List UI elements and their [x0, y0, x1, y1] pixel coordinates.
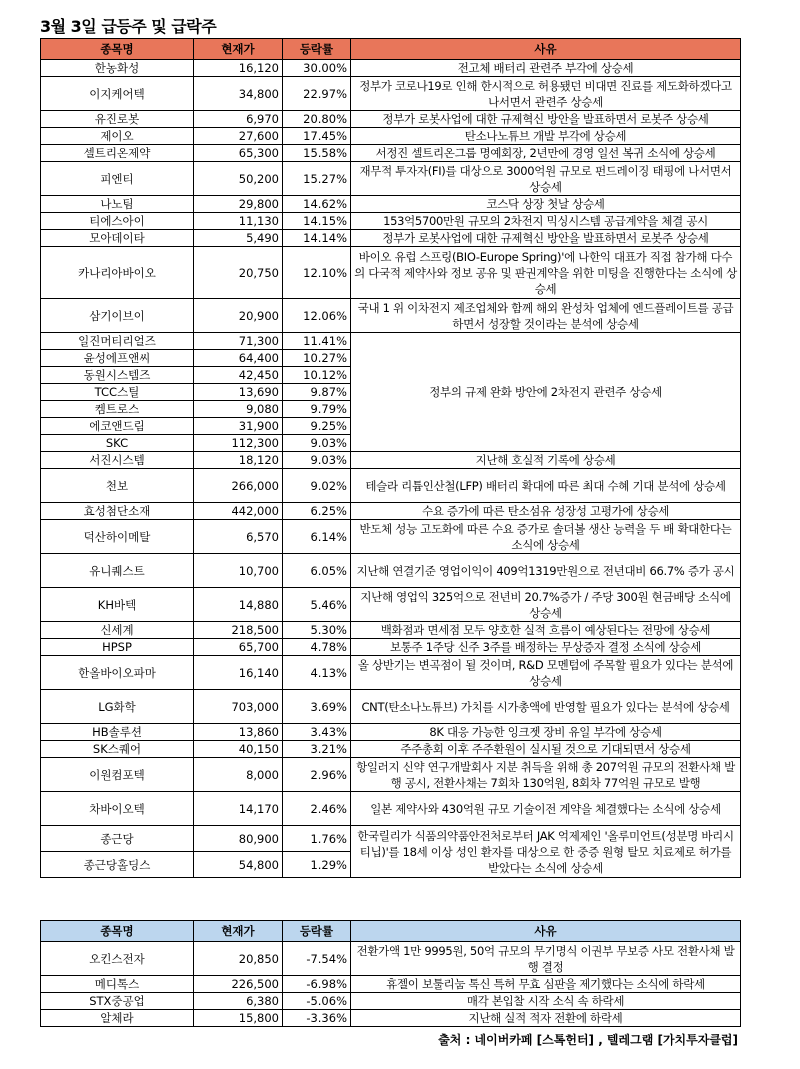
reason-text: 서정진 셀트리온그룹 명예회장, 2년만에 경영 일선 복귀 소식에 상승세	[351, 145, 741, 162]
table-row	[41, 792, 741, 826]
change-rate: 20.80%	[283, 111, 351, 128]
stock-price: 15,800	[194, 1010, 283, 1027]
stock-name: 이원컴포텍	[41, 758, 194, 792]
stock-name: 차바이오텍	[41, 792, 194, 826]
reason-text: 매각 본입찰 시작 소식 속 하락세	[351, 993, 741, 1010]
reason-text: 반도체 성능 고도화에 따른 수요 증가로 솔더볼 생산 능력을 두 배 확대한다는 소식에 상승세	[351, 520, 741, 554]
change-rate: 6.25%	[283, 503, 351, 520]
table-row	[41, 469, 741, 503]
reason-text: 바이오 유럽 스프링(BIO-Europe Spring)'에 나한익 대표가 직접 참가해 다수의 다국적 제약사와 정보 공유 및 판권계약을 위한 미팅을 진행한다는 소식에 상승세	[351, 247, 741, 299]
stock-price: 20,750	[194, 247, 283, 299]
stock-name: 윤성에프앤씨	[41, 350, 194, 367]
reason-text: 지난해 영업익 325억으로 전년비 20.7%증가 / 주당 300원 현금배당 소식에 상승세	[351, 588, 741, 622]
header-name: 종목명	[41, 39, 194, 60]
change-rate: 5.46%	[283, 588, 351, 622]
table-row	[41, 213, 741, 230]
header-reason: 사유	[351, 921, 741, 942]
change-rate: 9.79%	[283, 401, 351, 418]
table-row	[41, 145, 741, 162]
rise-header-row	[41, 39, 741, 60]
stock-price: 31,900	[194, 418, 283, 435]
change-rate: 5.30%	[283, 622, 351, 639]
change-rate: -3.36%	[283, 1010, 351, 1027]
table-row	[41, 724, 741, 741]
stock-price: 42,450	[194, 367, 283, 384]
stock-price: 20,850	[194, 942, 283, 976]
change-rate: 10.12%	[283, 367, 351, 384]
header-rate: 등락률	[283, 39, 351, 60]
table-row	[41, 622, 741, 639]
stock-name: 한농화성	[41, 60, 194, 77]
reason-text: 정부가 코로나19로 인해 한시적으로 허용됐던 비대면 진료를 제도화하겠다고 나서면서 관련주 상승세	[351, 77, 741, 111]
stock-price: 34,800	[194, 77, 283, 111]
stock-name: 서진시스템	[41, 452, 194, 469]
stock-name: HB솔루션	[41, 724, 194, 741]
table-row	[41, 758, 741, 792]
stock-price: 13,690	[194, 384, 283, 401]
stock-price: 14,880	[194, 588, 283, 622]
stock-name: SKC	[41, 435, 194, 452]
table-row	[41, 1010, 741, 1027]
table-row	[41, 111, 741, 128]
change-rate: 10.27%	[283, 350, 351, 367]
table-row	[41, 656, 741, 690]
stock-price: 27,600	[194, 128, 283, 145]
change-rate: 17.45%	[283, 128, 351, 145]
change-rate: 3.43%	[283, 724, 351, 741]
stock-price: 40,150	[194, 741, 283, 758]
header-price: 현재가	[194, 921, 283, 942]
reason-text: 보통주 1주당 신주 3주를 배정하는 무상증자 결정 소식에 상승세	[351, 639, 741, 656]
stock-name: SK스퀘어	[41, 741, 194, 758]
change-rate: 4.78%	[283, 639, 351, 656]
table-row	[41, 452, 741, 469]
reason-text: 휴젤이 보툴리눔 톡신 특허 무효 심판을 제기했다는 소식에 하락세	[351, 976, 741, 993]
table-row	[41, 60, 741, 77]
stock-name: 유진로봇	[41, 111, 194, 128]
change-rate: 2.46%	[283, 792, 351, 826]
stock-name: 동원시스템즈	[41, 367, 194, 384]
stock-name: 메디톡스	[41, 976, 194, 993]
stock-name: 유니퀘스트	[41, 554, 194, 588]
change-rate: 9.03%	[283, 435, 351, 452]
change-rate: 11.41%	[283, 333, 351, 350]
stock-price: 71,300	[194, 333, 283, 350]
change-rate: 30.00%	[283, 60, 351, 77]
stock-name: 카나리아바이오	[41, 247, 194, 299]
stock-price: 50,200	[194, 162, 283, 196]
reason-text: 153억5700만원 규모의 2차전지 믹싱시스템 공급계약을 체결 공시	[351, 213, 741, 230]
reason-text: 수요 증가에 따른 탄소섬유 성장성 고평가에 상승세	[351, 503, 741, 520]
table-row	[41, 230, 741, 247]
stock-price: 14,170	[194, 792, 283, 826]
stock-price: 6,970	[194, 111, 283, 128]
stock-price: 80,900	[194, 826, 283, 852]
reason-text: 재무적 투자자(FI)를 대상으로 3000억원 규모로 펀드레이징 태핑에 나서면서 상승세	[351, 162, 741, 196]
reason-text: 항일러지 신약 연구개발회사 지분 취득을 위해 총 207억원 규모의 전환사채 발행 공시, 전환사채는 7회차 130억원, 8회차 77억원 규모로 발행	[351, 758, 741, 792]
stock-price: 13,860	[194, 724, 283, 741]
stock-name: HPSP	[41, 639, 194, 656]
stock-price: 11,130	[194, 213, 283, 230]
rise-table	[40, 38, 741, 878]
change-rate: 6.14%	[283, 520, 351, 554]
stock-price: 703,000	[194, 690, 283, 724]
change-rate: 3.21%	[283, 741, 351, 758]
stock-price: 20,900	[194, 299, 283, 333]
stock-name: 셀트리온제약	[41, 145, 194, 162]
stock-price: 6,570	[194, 520, 283, 554]
table-row	[41, 77, 741, 111]
stock-price: 8,000	[194, 758, 283, 792]
stock-name: 나노팀	[41, 196, 194, 213]
table-row	[41, 520, 741, 554]
change-rate: 9.02%	[283, 469, 351, 503]
reason-text: 주주총회 이후 주주환원이 실시될 것으로 기대되면서 상승세	[351, 741, 741, 758]
change-rate: 14.15%	[283, 213, 351, 230]
stock-name: 켐트로스	[41, 401, 194, 418]
stock-price: 266,000	[194, 469, 283, 503]
header-price: 현재가	[194, 39, 283, 60]
stock-price: 54,800	[194, 852, 283, 878]
table-row	[41, 503, 741, 520]
reason-text: 지난해 호실적 기록에 상승세	[351, 452, 741, 469]
reason-text: 정부가 로봇사업에 대한 규제혁신 방안을 발표하면서 로봇주 상승세	[351, 230, 741, 247]
stock-price: 9,080	[194, 401, 283, 418]
change-rate: 9.25%	[283, 418, 351, 435]
reason-text: 8K 대응 가능한 잉크젯 장비 유일 부각에 상승세	[351, 724, 741, 741]
stock-name: 에코앤드림	[41, 418, 194, 435]
reason-text: 지난해 실적 적자 전환에 하락세	[351, 1010, 741, 1027]
change-rate: -5.06%	[283, 993, 351, 1010]
stock-price: 226,500	[194, 976, 283, 993]
reason-text: 탄소나노튜브 개발 부각에 상승세	[351, 128, 741, 145]
change-rate: -7.54%	[283, 942, 351, 976]
reason-text: 테슬라 리튬인산철(LFP) 배터리 확대에 따른 최대 수혜 기대 분석에 상승세	[351, 469, 741, 503]
stock-name: 모아데이타	[41, 230, 194, 247]
table-row	[41, 993, 741, 1010]
stock-name: KH바텍	[41, 588, 194, 622]
reason-text: 지난해 연결기준 영업이익이 409억1319만원으로 전년대비 66.7% 증가 공시	[351, 554, 741, 588]
stock-name: 덕산하이메탈	[41, 520, 194, 554]
change-rate: -6.98%	[283, 976, 351, 993]
source-credit: 출처 : 네이버카페 [스톡헌터] , 텔레그램 [가치투자클럽]	[438, 1033, 738, 1047]
change-rate: 12.10%	[283, 247, 351, 299]
table-row	[41, 333, 741, 350]
page-title: 3월 3일 급등주 및 급락주	[40, 17, 217, 36]
change-rate: 1.29%	[283, 852, 351, 878]
fall-header-row	[41, 921, 741, 942]
header-reason: 사유	[351, 39, 741, 60]
stock-name: 알체라	[41, 1010, 194, 1027]
table-row	[41, 128, 741, 145]
table-row	[41, 942, 741, 976]
stock-name: 효성첨단소재	[41, 503, 194, 520]
stock-name: 이지케어텍	[41, 77, 194, 111]
stock-name: TCC스틸	[41, 384, 194, 401]
table-row	[41, 639, 741, 656]
stock-name: 한올바이오파마	[41, 656, 194, 690]
stock-price: 442,000	[194, 503, 283, 520]
reason-text: CNT(탄소나노튜브) 가치를 시가총액에 반영할 필요가 있다는 분석에 상승세	[351, 690, 741, 724]
table-row	[41, 299, 741, 333]
stock-price: 16,120	[194, 60, 283, 77]
table-row	[41, 196, 741, 213]
stock-name: 종근당홀딩스	[41, 852, 194, 878]
table-row	[41, 162, 741, 196]
reason-text: 한국릴리가 식품의약품안전처로부터 JAK 억제제인 '올루미언트(성분명 바리시티닙)'를 18세 이상 성인 환자를 대상으로 한 중증 원형 탈모 치료제로 허가를 받았다는 소식에 상승세	[351, 826, 741, 878]
change-rate: 15.58%	[283, 145, 351, 162]
stock-price: 10,700	[194, 554, 283, 588]
stock-name: 종근당	[41, 826, 194, 852]
stock-price: 64,400	[194, 350, 283, 367]
change-rate: 3.69%	[283, 690, 351, 724]
change-rate: 14.14%	[283, 230, 351, 247]
stock-price: 5,490	[194, 230, 283, 247]
stock-price: 29,800	[194, 196, 283, 213]
stock-price: 16,140	[194, 656, 283, 690]
reason-text: 올 상반기는 변곡점이 될 것이며, R&D 모멘텀에 주목할 필요가 있다는 분석에 상승세	[351, 656, 741, 690]
reason-text: 전환가액 1만 9995원, 50억 규모의 무기명식 이권부 무보증 사모 전환사채 발행 결정	[351, 942, 741, 976]
stock-price: 65,300	[194, 145, 283, 162]
change-rate: 9.03%	[283, 452, 351, 469]
stock-price: 218,500	[194, 622, 283, 639]
change-rate: 9.87%	[283, 384, 351, 401]
change-rate: 1.76%	[283, 826, 351, 852]
reason-text: 코스닥 상장 첫날 상승세	[351, 196, 741, 213]
change-rate: 2.96%	[283, 758, 351, 792]
stock-name: 티에스아이	[41, 213, 194, 230]
reason-text: 정부의 규제 완화 방안에 2차전지 관련주 상승세	[351, 333, 741, 452]
stock-name: 오킨스전자	[41, 942, 194, 976]
change-rate: 22.97%	[283, 77, 351, 111]
reason-text: 백화점과 면세점 모두 양호한 실적 흐름이 예상된다는 전망에 상승세	[351, 622, 741, 639]
reason-text: 일본 제약사와 430억원 규모 기술이전 계약을 체결했다는 소식에 상승세	[351, 792, 741, 826]
header-name: 종목명	[41, 921, 194, 942]
change-rate: 6.05%	[283, 554, 351, 588]
stock-name: 일진머티리얼즈	[41, 333, 194, 350]
fall-table	[40, 920, 741, 1027]
stock-price: 18,120	[194, 452, 283, 469]
header-rate: 등락률	[283, 921, 351, 942]
table-row	[41, 741, 741, 758]
table-row	[41, 554, 741, 588]
stock-name: 천보	[41, 469, 194, 503]
table-row	[41, 690, 741, 724]
stock-name: 삼기이브이	[41, 299, 194, 333]
stock-name: LG화학	[41, 690, 194, 724]
reason-text: 정부가 로봇사업에 대한 규제혁신 방안을 발표하면서 로봇주 상승세	[351, 111, 741, 128]
table-row	[41, 976, 741, 993]
change-rate: 15.27%	[283, 162, 351, 196]
reason-text: 국내 1 위 이차전지 제조업체와 함께 해외 완성차 업체에 엔드플레이트를 공급하면서 성장할 것이라는 분석에 상승세	[351, 299, 741, 333]
stock-price: 65,700	[194, 639, 283, 656]
stock-name: 제이오	[41, 128, 194, 145]
change-rate: 4.13%	[283, 656, 351, 690]
change-rate: 12.06%	[283, 299, 351, 333]
table-row	[41, 247, 741, 299]
stock-name: 신세계	[41, 622, 194, 639]
reason-text: 전고체 배터리 관련주 부각에 상승세	[351, 60, 741, 77]
change-rate: 14.62%	[283, 196, 351, 213]
table-row	[41, 588, 741, 622]
stock-name: 피엔티	[41, 162, 194, 196]
table-row	[41, 826, 741, 852]
stock-price: 6,380	[194, 993, 283, 1010]
stock-name: STX중공업	[41, 993, 194, 1010]
stock-price: 112,300	[194, 435, 283, 452]
